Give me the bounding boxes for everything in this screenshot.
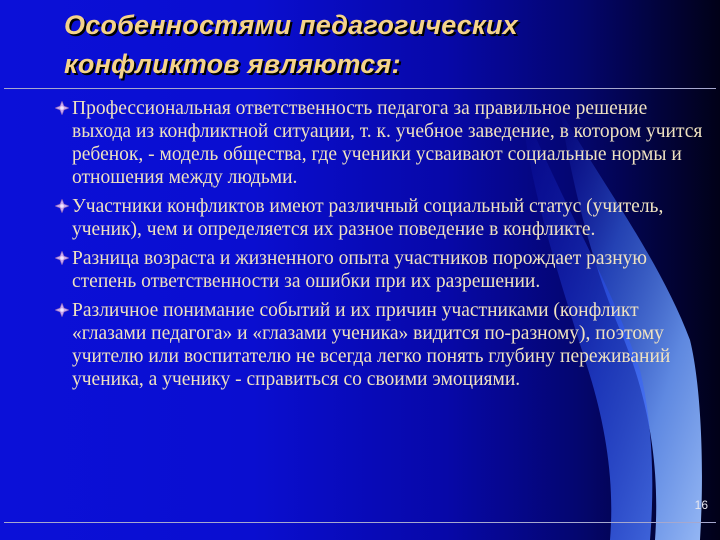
bullet-item bbox=[54, 299, 704, 391]
diamond-bullet-icon bbox=[55, 101, 69, 115]
footer-divider-line bbox=[4, 522, 716, 523]
bullet-text: Разница возраста и жизненного опыта участников порождает разную степень ответственности за ошибки при их разрешении. bbox=[72, 248, 648, 292]
diamond-bullet-icon bbox=[55, 199, 69, 213]
bullet-text: Различное понимание событий и их причин участниками (конфликт «глазами педагога» и «глазами ученика» видится по-разному), поэтому учителю или воспитателю не всегда легко понять глубину переживаний ученика, а ученику - справиться со своими эмоциями. bbox=[72, 300, 671, 390]
bullet-text: Участники конфликтов имеют различный социальный статус (учитель, ученик), чем и определяется их разное поведение в конфликте. bbox=[72, 196, 664, 240]
bullet-item bbox=[54, 247, 704, 293]
bullet-text: Профессиональная ответственность педагога за правильное решение выхода из конфликтной ситуации, т. к. учебное заведение, в котором учится ребенок, - модель общества, где ученики усваивают социальные нормы и отношения между людьми. bbox=[72, 98, 703, 188]
slide-title: Особенностями педагогических конфликтов являются: bbox=[64, 10, 518, 79]
title-divider-line bbox=[4, 88, 716, 89]
diamond-bullet-icon bbox=[55, 251, 69, 265]
bullet-item bbox=[54, 97, 704, 189]
bullet-item bbox=[54, 195, 704, 241]
page-number: 16 bbox=[694, 498, 708, 512]
diamond-bullet-icon bbox=[55, 303, 69, 317]
bullet-list bbox=[54, 97, 704, 397]
